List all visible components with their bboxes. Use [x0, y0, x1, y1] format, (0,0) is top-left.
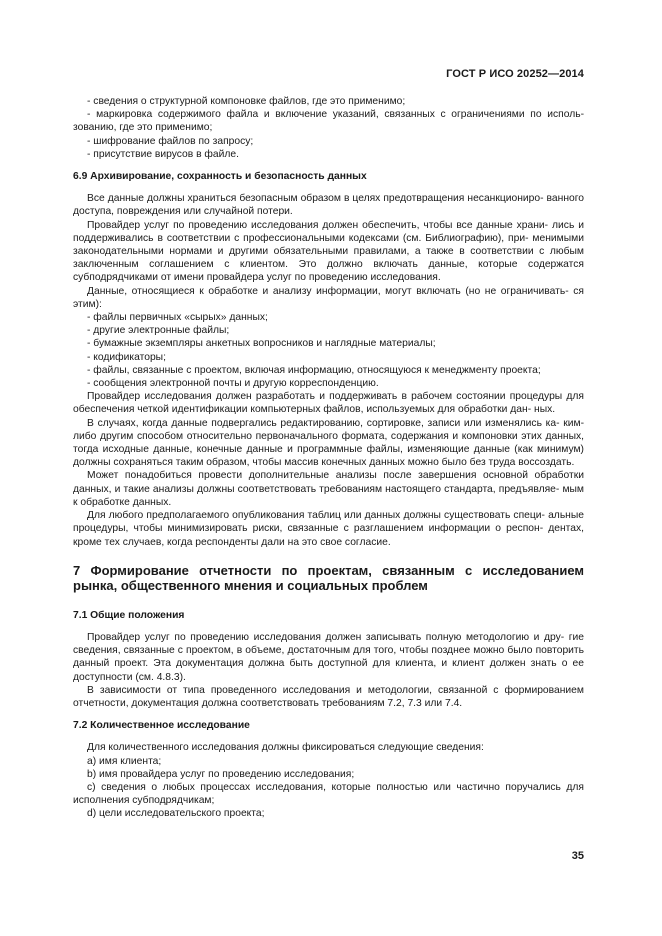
paragraph: В случаях, когда данные подвергались редактированию, сортировке, записи или изменялись ка- ким-либо другим способом относительно первоначального формата, содержания и компоновки этих данных, тогда исходные данные, конечные данные и программные файлы, изменяющие данные (как минимум) должны сохраняться таким образом, чтобы массив конечных данных можно было без труда воссоздать.	[73, 417, 584, 469]
chapter-heading-7: 7 Формирование отчетности по проектам, связанным с исследованием рынка, общественного мнения и социальных проблем	[73, 562, 584, 593]
page-number: 35	[571, 850, 584, 862]
paragraph: Для количественного исследования должны фиксироваться следующие сведения:	[87, 742, 484, 754]
paragraph: Может понадобиться провести дополнительные анализы после завершения основной обработки данных, и такие анализы должны соответствовать требованиям настоящего стандарта, предъявляе- мым к обработке данных.	[73, 470, 584, 508]
document-header: ГОСТ Р ИСО 20252—2014	[446, 68, 584, 80]
paragraph: В зависимости от типа проведенного исследования и методологии, связанной с формированием отчетности, документация должна соответствовать требованиям 7.2, 7.3 или 7.4.	[73, 684, 584, 709]
paragraph: Провайдер услуг по проведению исследования должен обеспечить, чтобы все данные храни- лись и поддерживались в соответствии с профессиональными кодексами (см. Библиографию), при- менимыми законодательными нормами и другими обязательными правилами, а также в соответствии с любым заключенным соглашением с клиентом. Это должно включать данные, которые содержатся субподрядчиками от имени провайдера услуг по проведению исследования.	[73, 219, 584, 284]
list-item: а) имя клиента;	[87, 755, 162, 767]
list-item: - сообщения электронной почты и другую корреспонденцию.	[87, 378, 379, 390]
list-item: - шифрование файлов по запросу;	[87, 135, 254, 147]
paragraph: Для любого предполагаемого опубликования таблиц или данных должны существовать специ- альные процедуры, чтобы минимизировать риски, связанные с разглашением информации о респон- дентах, кроме тех случаев, когда респонденты дали на это свое согласие.	[73, 510, 584, 548]
list-item: - файлы, связанные с проектом, включая информацию, относящуюся к менеджменту проекта;	[87, 364, 541, 376]
list-item: - сведения о структурной компоновке файлов, где это применимо;	[87, 96, 406, 107]
list-item: - бумажные экземпляры анкетных вопросников и наглядные материалы;	[87, 338, 436, 350]
page-content	[73, 95, 584, 821]
section-heading-6-9: 6.9 Архивирование, сохранность и безопасность данных	[73, 171, 367, 183]
paragraph: Все данные должны храниться безопасным образом в целях предотвращения несанкциониро- ванного доступа, повреждения или случайной потери.	[73, 193, 584, 218]
list-item: - другие электронные файлы;	[87, 325, 230, 337]
list-item: - кодификаторы;	[87, 351, 166, 363]
paragraph: Провайдер исследования должен разработать и поддерживать в рабочем состоянии процедуры для обеспечения четкой идентификации компьютерных файлов, используемых для обработки дан- ных.	[73, 391, 584, 416]
section-heading-7-2: 7.2 Количественное исследование	[73, 720, 250, 732]
list-item: - присутствие вирусов в файле.	[87, 148, 239, 160]
list-item: d) цели исследовательского проекта;	[87, 808, 265, 820]
paragraph: Данные, относящиеся к обработке и анализу информации, могут включать (но не ограничивать- ся этим):	[73, 285, 584, 310]
list-item: - маркировка содержимого файла и включение указаний, связанных с ограничениями по исполь- зованию, где это применимо;	[73, 109, 584, 134]
list-item: b) имя провайдера услуг по проведению исследования;	[87, 768, 355, 780]
list-item: c) сведения о любых процессах исследования, которые полностью или частично поручались для исполнения субподрядчикам;	[73, 781, 584, 807]
list-item: - файлы первичных «сырых» данных;	[87, 312, 268, 324]
paragraph: Провайдер услуг по проведению исследования должен записывать полную методологию и дру- гие сведения, связанные с проектом, в объеме, достаточным для того, чтобы позднее можно было повторить данный проект. Эта документация должна быть доступной для клиента, и клиент должен знать о ее доступности (см. 4.8.3).	[73, 631, 584, 683]
section-heading-7-1: 7.1 Общие положения	[73, 609, 185, 621]
